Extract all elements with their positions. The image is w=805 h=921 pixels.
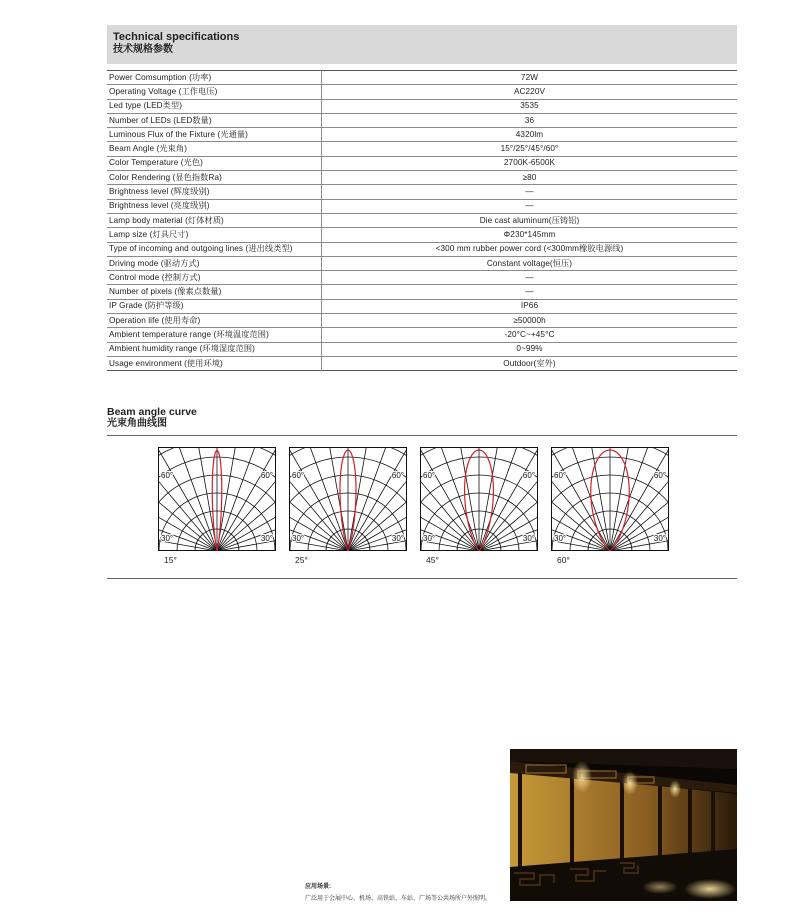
spec-value: 3535 [322,99,738,113]
polar-angle-label: 60° [522,471,535,480]
spec-key: Lamp body material (灯体材质) [107,213,322,227]
spec-value: Constant voltage(恒压) [322,256,738,270]
spec-value: — [322,185,738,199]
spec-row [107,285,737,299]
spec-header [107,25,737,64]
spec-value: 36 [322,113,738,127]
spec-row [107,185,737,199]
spec-key: Led type (LED类型) [107,99,322,113]
spec-value: 15°/25°/45°/60° [322,142,738,156]
spec-row [107,256,737,270]
spec-key: Color Rendering (显色指数Ra) [107,171,322,185]
spec-row [107,328,737,342]
beam-curve-diagram [158,447,276,551]
spec-key: Luminous Flux of the Fixture (光通量) [107,128,322,142]
spec-row [107,299,737,313]
polar-angle-label: 60° [423,471,436,480]
spec-row [107,85,737,99]
spec-key: Brightness level (辉度级别) [107,185,322,199]
spec-row [107,142,737,156]
spec-key: Operating Voltage (工作电压) [107,85,322,99]
polar-angle-label: 60° [653,471,666,480]
beam-title-cn: 光束角曲线图 [107,418,167,429]
polar-angle-label: 30° [391,534,404,543]
beam-angle-label: 25° [295,555,308,565]
spec-key: Brightness level (亮度级别) [107,199,322,213]
spec-key: Lamp size (灯具尺寸) [107,228,322,242]
beam-curve-diagram [289,447,407,551]
spec-title-cn: 技术规格参数 [113,44,173,55]
beam-angle-label: 60° [557,555,570,565]
beam-bottom-divider [107,578,737,579]
spec-key: Color Temperature (光色) [107,156,322,170]
spec-row [107,99,737,113]
spec-value: AC220V [322,85,738,99]
spec-key: Beam Angle (光束角) [107,142,322,156]
beam-angle-label: 15° [164,555,177,565]
beam-top-divider [107,435,737,436]
spec-row [107,156,737,170]
spec-row [107,71,737,85]
polar-angle-label: 60° [260,471,273,480]
spec-value: — [322,285,738,299]
spec-key: Driving mode (驱动方式) [107,256,322,270]
spec-value: Outdoor(室外) [322,356,738,370]
spec-value: <300 mm rubber power cord (<300mm橡胶电源线) [322,242,738,256]
spec-value: -20°C~+45°C [322,328,738,342]
spec-value: IP66 [322,299,738,313]
spec-value: 4320lm [322,128,738,142]
spec-row [107,228,737,242]
spec-value: 72W [322,71,738,85]
spec-value: 0~99% [322,342,738,356]
application-photo [510,749,737,901]
spec-value: ≥80 [322,171,738,185]
spec-value: 2700K-6500K [322,156,738,170]
spec-key: Usage environment (使用环境) [109,358,223,368]
spec-table [107,70,737,371]
spec-value: — [322,199,738,213]
spec-key: Number of LEDs (LED数量) [107,113,322,127]
spec-row [107,113,737,127]
polar-angle-label: 30° [292,534,305,543]
spec-row [107,271,737,285]
polar-angle-label: 60° [292,471,305,480]
spec-key: Type of incoming and outgoing lines (进出线类型) [107,242,322,256]
spec-value: — [322,271,738,285]
polar-angle-label: 30° [260,534,273,543]
polar-angle-label: 60° [161,471,174,480]
spec-key: Operation life (使用寿命) [107,314,322,328]
polar-angle-label: 60° [391,471,404,480]
polar-angle-label: 30° [522,534,535,543]
spec-row [107,342,737,356]
spec-title-en: Technical specifications [113,31,240,43]
polar-angle-label: 30° [161,534,174,543]
spec-value: Φ230*145mm [322,228,738,242]
spec-key: IP Grade (防护等级) [107,299,322,313]
application-title: 应用场景: [305,884,331,890]
beam-title-en: Beam angle curve [107,406,197,418]
application-text: 广泛用于会展中心、机场、高铁站、车站、广场等公共场所户外照明。 [305,896,492,902]
spec-value: ≥50000h [322,314,738,328]
polar-angle-label: 30° [554,534,567,543]
spec-key: Ambient humidity range (环境湿度范围) [107,342,322,356]
spec-row [107,314,737,328]
spec-row [107,199,737,213]
spec-key: Ambient temperature range (环境温度范围) [107,328,322,342]
spec-key: Power Comsumption (功率) [107,71,322,85]
spec-value: Die cast aluminum(压铸铝) [322,213,738,227]
spec-row [107,242,737,256]
spec-key: Control mode (控制方式) [107,271,322,285]
beam-curve-diagram [420,447,538,551]
polar-angle-label: 60° [554,471,567,480]
spec-row [107,171,737,185]
spec-row [107,356,737,370]
spec-row [107,213,737,227]
beam-header [107,406,197,430]
spec-row [107,128,737,142]
spec-key: Number of pixels (像素点数量) [107,285,322,299]
polar-angle-label: 30° [653,534,666,543]
beam-angle-label: 45° [426,555,439,565]
polar-angle-label: 30° [423,534,436,543]
beam-curve-diagram [551,447,669,551]
